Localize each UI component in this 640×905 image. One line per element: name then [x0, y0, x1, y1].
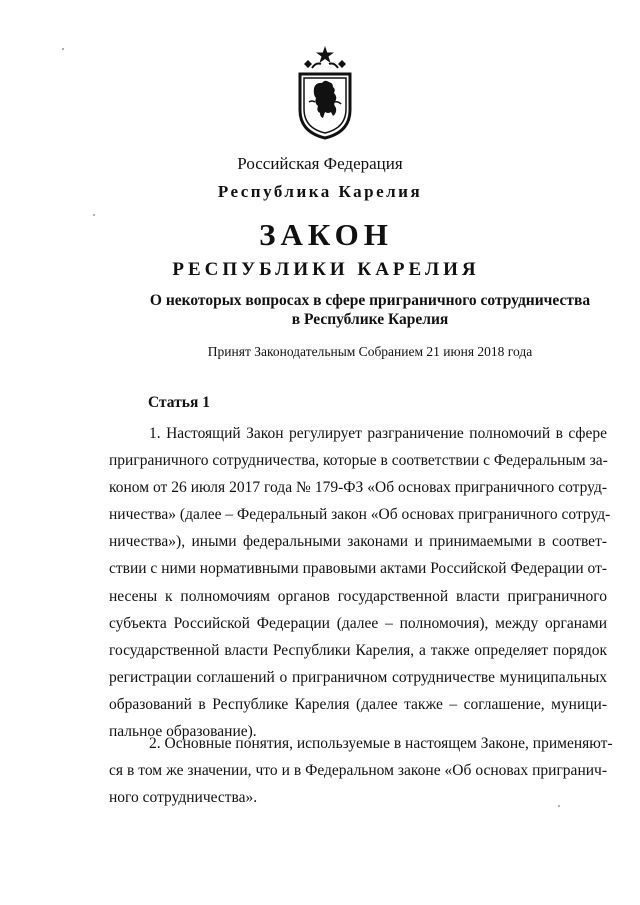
text-line: регистрации соглашений о приграничном сотрудничестве муниципальных — [109, 668, 607, 686]
law-subtitle: РЕСПУБЛИКИ КАРЕЛИЯ — [172, 259, 480, 280]
text-line: ного сотрудничества». — [109, 789, 258, 807]
coat-of-arms-icon — [296, 44, 354, 140]
text-line: приграничного сотрудничества, которые в соответствии с Федеральным за- — [109, 452, 608, 470]
scan-speck — [93, 214, 95, 216]
law-subject-line-2: в Республике Карелия — [291, 311, 449, 328]
article-paragraph-1 — [109, 420, 611, 745]
text-line: пальное образование). — [109, 723, 257, 741]
country-name: Российская Федерация — [237, 154, 403, 173]
text-line: коном от 26 июля 2017 года № 179-ФЗ «Об основах приграничного сотруд- — [109, 479, 607, 497]
text-line: 1. Настоящий Закон регулирует разграничение полномочий в сфере — [149, 425, 607, 442]
star-icon — [316, 46, 334, 63]
text-line: ствии с ними нормативными правовыми актами Российской Федерации от- — [109, 560, 608, 578]
scan-speck — [558, 805, 560, 807]
republic-name: Республика Карелия — [217, 182, 423, 201]
text-line: ся в том же значении, что и в Федеральном законе «Об основах пригранич- — [109, 762, 607, 780]
article-paragraph-2 — [109, 730, 613, 811]
text-line: ничества» (далее – Федеральный закон «Об основах приграничного сотруд- — [109, 506, 611, 524]
scan-speck — [62, 48, 64, 50]
text-line: 2. Основные понятия, используемые в настоящем Законе, применяют- — [149, 735, 613, 752]
text-line: субъекта Российской Федерации (далее – полномочия), между органами — [109, 614, 607, 632]
text-line: ничества»), иными федеральными законами и принимаемыми в соответ- — [109, 533, 607, 551]
text-line: образований в Республике Карелия (далее также – соглашение, муници- — [109, 695, 607, 713]
article-heading: Статья 1 — [148, 394, 210, 411]
text-line: государственной власти Республики Карелия, а также определяет порядок — [109, 641, 607, 659]
adoption-date: Принят Законодательным Собранием 21 июня 2018 года — [207, 344, 533, 359]
text-line: несены к полномочиям органов государственной власти приграничного — [109, 587, 607, 605]
law-subject-line-1: О некоторых вопросах в сфере приграничного сотрудничества — [149, 292, 591, 309]
law-title: ЗАКОН — [259, 217, 393, 252]
